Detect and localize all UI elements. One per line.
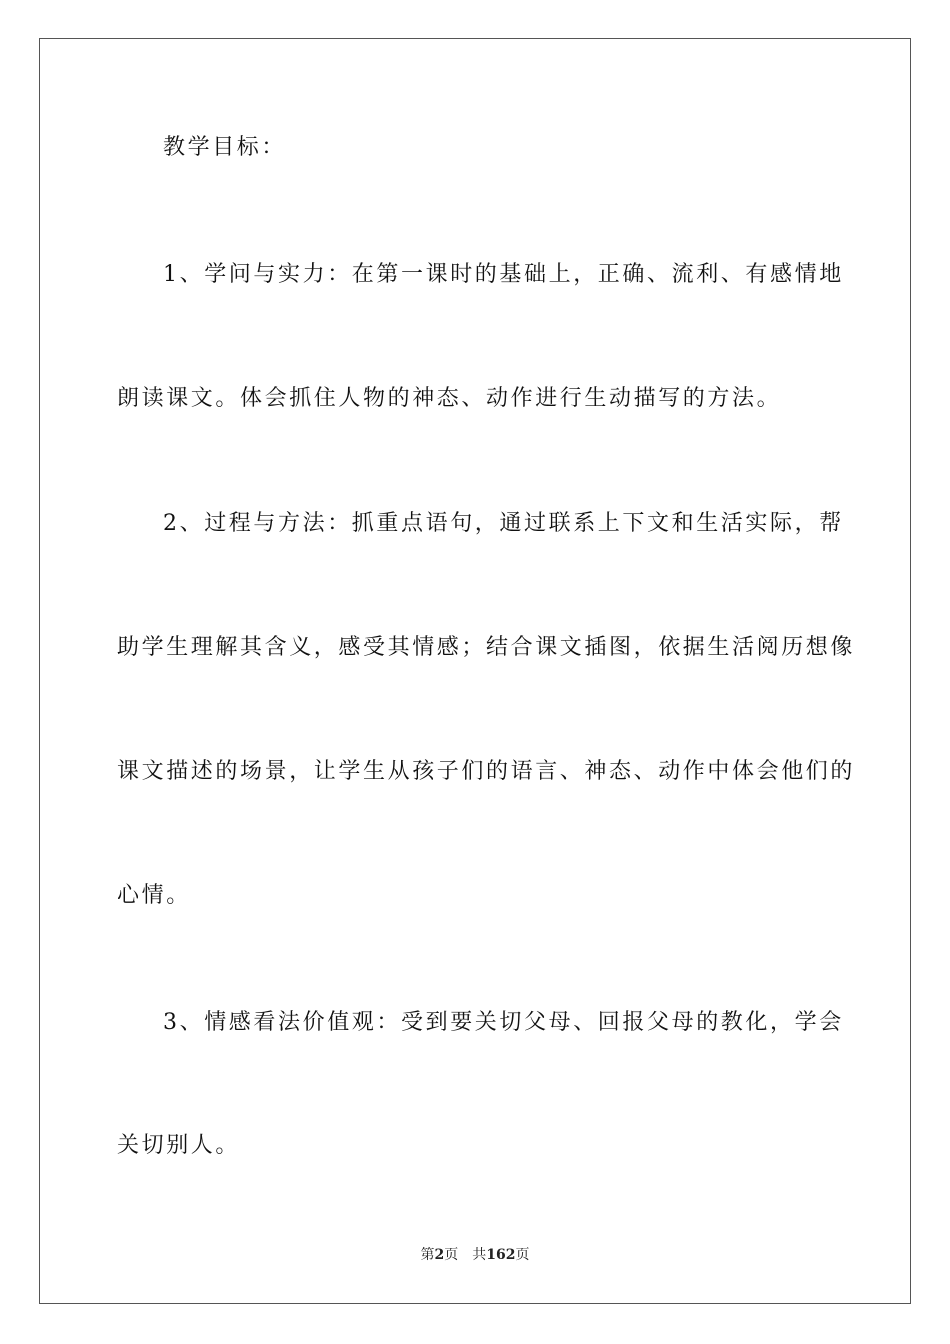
footer-total-prefix: 共 xyxy=(472,1247,487,1263)
paragraph-2-line-1: 2、过程与方法：抓重点语句，通过联系上下文和生活实际，帮 xyxy=(163,511,844,536)
footer-total-suffix: 页 xyxy=(515,1247,530,1263)
footer-page-suffix: 页 xyxy=(444,1247,459,1263)
footer-page-number: 2 xyxy=(434,1247,445,1263)
paragraph-1-line-2: 朗读课文。体会抓住人物的神态、动作进行生动描写的方法。 xyxy=(117,386,782,411)
page-frame xyxy=(39,38,911,1304)
page-footer xyxy=(0,1245,950,1265)
paragraph-2-line-2: 助学生理解其含义，感受其情感；结合课文插图，依据生活阅历想像 xyxy=(117,635,856,660)
section-heading: 教学目标： xyxy=(163,135,287,160)
paragraph-2-line-4: 心情。 xyxy=(117,883,191,908)
paragraph-3-line-2: 关切别人。 xyxy=(117,1133,241,1158)
footer-page-prefix: 第 xyxy=(420,1247,435,1263)
paragraph-1-line-1: 1、学问与实力：在第一课时的基础上，正确、流利、有感情地 xyxy=(163,262,844,287)
paragraph-3-line-1: 3、情感看法价值观：受到要关切父母、回报父母的教化，学会 xyxy=(163,1010,844,1035)
paragraph-2-line-3: 课文描述的场景，让学生从孩子们的语言、神态、动作中体会他们的 xyxy=(117,759,856,784)
footer-total-pages: 162 xyxy=(486,1247,516,1263)
